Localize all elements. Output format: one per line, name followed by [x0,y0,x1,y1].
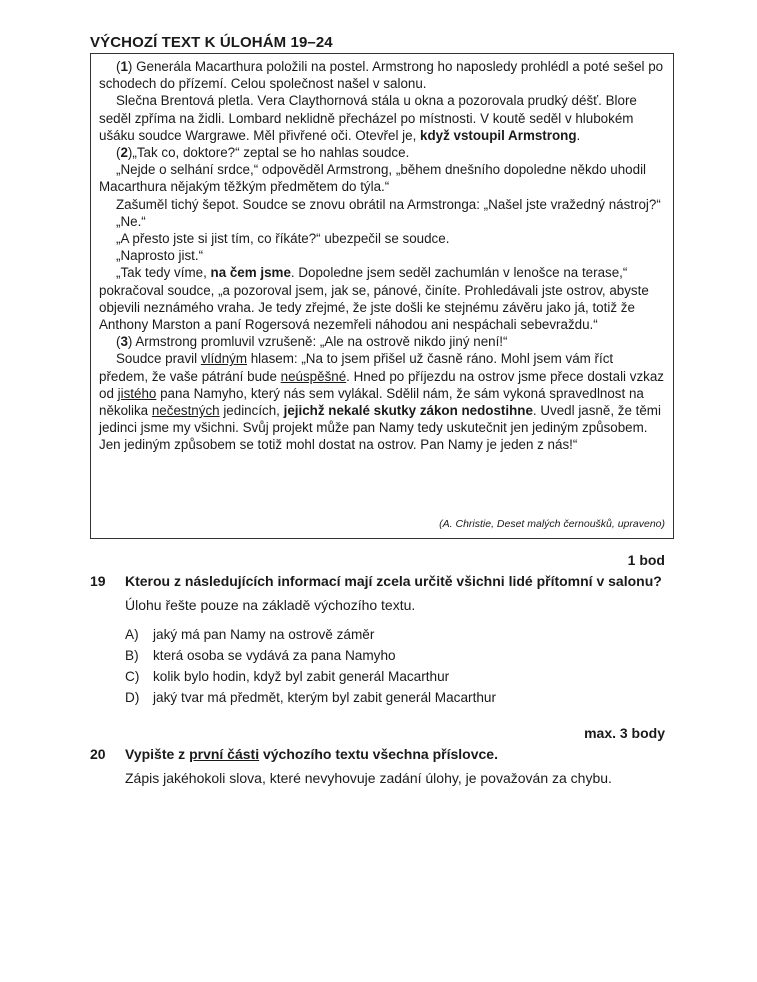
bold-phrase: když vstoupil Armstrong [420,127,577,143]
underlined-word: první části [189,746,260,762]
part-number: 1 [120,59,128,74]
paragraph: „A přesto jste si jist tím, co říkáte?“ ubezpečil se soudce. [116,231,450,247]
source-citation: (A. Christie, Deset malých černoušků, upraveno) [439,517,665,530]
paragraph [99,264,665,333]
section-heading: VÝCHOZÍ TEXT K ÚLOHÁM 19–24 [90,34,333,51]
paragraph: (2)„Tak co, doktore?“ zeptal se ho nahlas soudce. [116,145,410,161]
option-letter: D) [125,690,140,705]
q20-points: max. 3 body [584,725,665,741]
underlined-word: neúspěšné [280,368,347,384]
source-text-box [90,53,674,539]
q20-number: 20 [90,746,106,762]
paragraph [99,92,665,144]
paragraph: „Ne.“ [116,213,146,229]
text-span: Vypište z [125,746,190,762]
q19-option-d [125,690,496,705]
text-span: výchozího textu všechna příslovce. [259,746,498,762]
paragraph: Zašuměl tichý šepot. Soudce se znovu obrátil na Armstronga: „Našel jste vražedný nástroj?“ [116,196,661,212]
text-span: . [576,127,581,143]
q19-question: Kterou z následujících informací mají zcela určitě všichni lidé přítomní v salonu? [125,573,662,589]
text-span: jedincích, [219,403,284,419]
q19-instruction: Úlohu řešte pouze na základě výchozího textu. [125,597,416,613]
q19-points: 1 bod [627,552,665,568]
paragraph: (3) Armstrong promluvil vzrušeně: „Ale na ostrově nikdo jiný není!“ [116,334,508,350]
paragraph [99,350,665,453]
bold-phrase: na čem jsme [210,265,291,281]
bold-phrase: jejichž nekalé skutky zákon nedostihne [283,403,533,419]
q19-option-b [125,648,396,663]
option-letter: B) [125,648,139,663]
text-span: Generála Macarthura položili na postel. Armstrong ho naposledy prohlédl a poté sešel po schodech do přízemí. Celou společnost našel v salonu. [99,59,664,92]
text-span: Slečna Brentová pletla. Vera Claythornová stála u okna a pozorovala prudký déšť. Blore seděl zpříma na židli. Lombard neklidně přecházel po místnosti. V koutě seděl v hlubokém ušáku soudce Wargrawe. Měl přivřené oči. Otevřel je, [99,93,637,143]
option-text: která osoba se vydává za pana Namyho [153,648,396,663]
text-span: . Uvedl jasně, že těmi jedinci jsme my všichni. Svůj projekt může pan Namy tedy uskutečnit jen jediným způsobem. Jen jediným způsobem se totiž mohl dostat na ostrov. Pan Namy je jeden z nás!“ [99,403,661,453]
option-text: jaký má pan Namy na ostrově záměr [153,627,375,642]
text-span: Soudce pravil [116,351,201,367]
text-span: . Hned po příjezdu na ostrov jsme přece dostali vzkaz od [99,368,664,401]
part-number: 3 [120,334,128,350]
q20-instruction: Zápis jakéhokoli slova, které nevyhovuje zadání úlohy, je považován za chybu. [125,770,612,786]
text-span: Armstrong promluvil vzrušeně: „Ale na ostrově nikdo jiný není!“ [132,334,508,350]
option-letter: A) [125,627,139,642]
underlined-word: vlídným [200,351,247,367]
option-text: kolik bylo hodin, když byl zabit generál Macarthur [153,669,450,684]
paragraph: „Nejde o selhání srdce,“ odpověděl Armstrong, „během dnešního dopoledne někdo uhodil Macarthura nějakým těžkým předmětem do týla.“ [99,162,647,195]
text-span: pana Namyho, který nás sem vylákal. Sdělil nám, že sám vykoná spravedlnost na několika [99,385,644,419]
option-letter: C) [125,669,140,684]
text-span: „Tak tedy víme, [116,265,211,281]
part-number: 2 [120,145,128,161]
option-text: jaký tvar má předmět, kterým byl zabit generál Macarthur [153,690,496,705]
q19-option-c [125,669,449,684]
text-span: „Tak co, doktore?“ zeptal se ho nahlas soudce. [132,145,410,161]
paragraph: (1) Generála Macarthura položili na postel. Armstrong ho naposledy prohlédl a poté sešel po schodech do přízemí. Celou společnost našel v salonu. [99,59,664,92]
text-span: hlasem: „Na to jsem přišel už časně ráno. Mohl jsem vám říct předem, že vaše pátrání bude [99,351,614,384]
underlined-word: jistého [117,385,157,401]
q19-number: 19 [90,573,106,589]
q19-option-a [125,627,374,642]
underlined-word: nečestných [151,403,220,419]
q20-question [125,746,498,762]
paragraph: „Naprosto jist.“ [116,248,204,264]
text-span: . Dopoledne jsem seděl zachumlán v lenošce na terase,“ pokračoval soudce, „a pozoroval jsem, jak se, pánové, činíte. Prohledávali jste ostrov, abyste objevili neznámého vraha. Je tedy zřejmé, že jste došli ke stejnému závěru jako já, totiž že Anthony Marston a paní Rogersová nezemřeli náhodou ani nespáchali sebevraždu.“ [99,265,649,333]
